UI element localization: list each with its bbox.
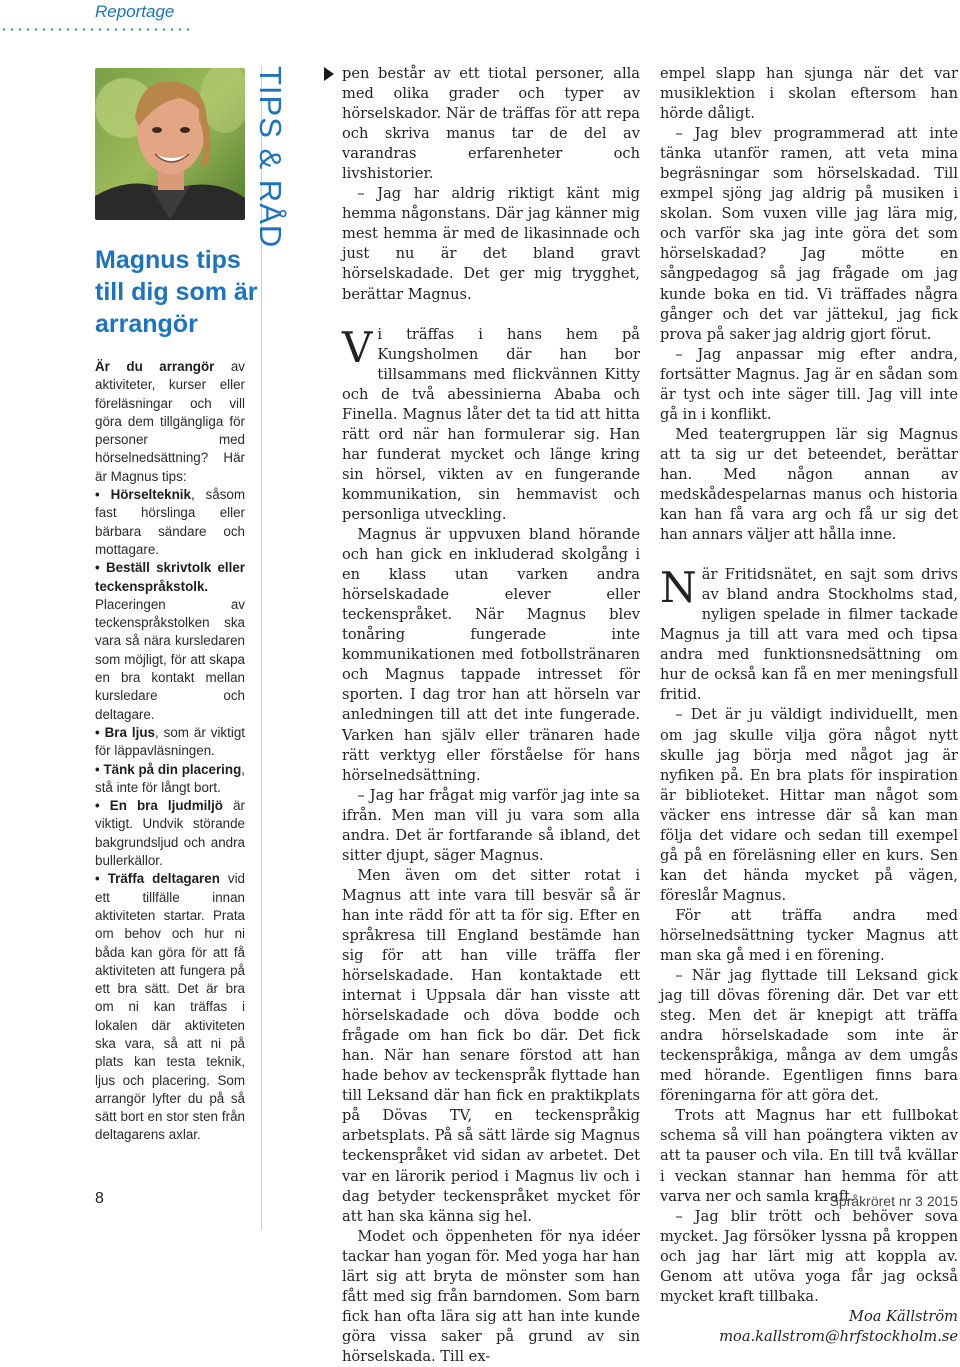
tip-lead: • Hörselteknik [95, 487, 191, 503]
paragraph: – Jag har frågat mig varför jag inte sa ifrån. Men man vill ju vara som alla andra. Det är fortfarande så ibland, det sitter djupt, säger Magnus. [342, 786, 640, 864]
tip-text: Placeringen av teckenspråkstolken ska vara så nära kursledaren som möjligt, för att skapa en bra kontakt mellan kursledare och deltagare. [95, 596, 245, 722]
tips-label: TIPS & RÅD [253, 66, 288, 249]
author-email[interactable]: moa.kallstrom@hrfstockholm.se [719, 1327, 958, 1345]
paragraph: Med teatergruppen lär sig Magnus att ta sig ur det beteendet, berättar han. Med någon annan av medskådespelarnas manus och historia kan han få vara arg och få ur sig det han annars väljer att hålla inne. [660, 425, 958, 544]
intro-lead: Är du arrangör [95, 359, 215, 374]
sidebar-intro [95, 358, 245, 486]
paragraph [342, 322, 640, 525]
magazine-issue: Språkröret nr 3 2015 [829, 1193, 958, 1209]
tip-lead: • Träffa deltagaren [95, 871, 220, 887]
section-label: Reportage [95, 2, 175, 21]
paragraph: empel slapp han sjunga när det var musiklektion i skolan eftersom han hörde dåligt. [660, 65, 958, 123]
tip-lead: • En bra ljudmiljö [95, 798, 223, 814]
portrait-photo [95, 68, 245, 220]
tip-item [95, 486, 245, 559]
paragraph: Men även om det sitter rotat i Magnus att inte vara till besvär så är han inte rädd för att ta för sig. Efter en språkresa till England bestämde han sig för att han ville träffa fler hörselskadade. Han kontaktade ett internat i Uppsala där han visste att hörselskadade och döva bodde och frågade om han fick bo där. Det fick han. När han senare förstod att han hade behov av teckenspråk flyttade han till Leksand där han fick en praktikplats på Dövas TV, en teckenspråkig arbetsplats. På så sätt lärde sig Magnus teckenspråket vid sidan av arbetet. Det var en lärorik period i Magnus liv och i dag betyder teckenspråket mycket för att han ska känna sig hel. [342, 866, 640, 1225]
tip-text: , stå inte för långt bort. [95, 761, 245, 795]
article-column-1 [342, 64, 640, 1367]
paragraph: – Jag blir trött och behöver sova mycket. Jag försöker lyssna på kroppen och jag har lärt mig att koppla av. Genom att utöva yoga får jag också mycket kraft tillbaka. [660, 1207, 958, 1305]
paragraph: – Jag har aldrig riktigt känt mig hemma någonstans. Där jag känner mig mest hemma är med de likasinnade och just nu är det bland gravt hörselskadade. Det ger mig trygghet, berättar Magnus. [342, 185, 640, 303]
tip-item [95, 761, 245, 798]
paragraph-text: i träffas i hans hem på Kungsholmen där han bor tillsammans med flickvännen Kitty och de två abessinierna Ababa och Finella. Magnus låter det ta tid att hitta rätt ord när han formulerar sig. Han har funderat mycket och länge kring sin hörsel, vikten av en fungerande kommunikation, sin hemmavist och personliga utveckling. [342, 325, 640, 523]
article-column-2 [660, 64, 958, 1347]
author-name: Moa Källström [849, 1307, 958, 1325]
paragraph: – Jag anpassar mig efter andra, fortsätter Magnus. Jag är en sådan som är tyst och inte säger till. Jag vill inte gå in i konflikt. [660, 345, 958, 423]
paragraph: Modet och öppenheten för nya idéer tackar han yogan för. Med yoga har han lärt sig att bryta de mönster som han fått med sig från barndomen. Som barn fick han ofta lära sig att han inte kunde göra vissa saker på grund av sin hörselskada. Till ex- [342, 1227, 640, 1365]
paragraph: – Det är ju väldigt individuellt, men om jag skulle vilja göra något nytt skulle jag börja med något jag är nyfiken på. En bra plats för inspiration är biblioteket. Hittar man något som väcker ens intresse där så kan man följa det vidare och sedan till exempel gå på en föreläsning eller en kurs. Sen kan det hända mycket på vägen, föreslår Magnus. [660, 706, 958, 904]
drop-cap: N [660, 563, 697, 613]
tip-lead: • Bra ljus [95, 724, 155, 740]
tip-lead: • Tänk på din placering [95, 761, 242, 777]
tip-item [95, 724, 245, 761]
paragraph: – När jag flyttade till Leksand gick jag till dövas förening där. Det var ett steg. Men det är knepigt att träffa andra hörselskadade som inte är teckenspråkiga, många av dem umgås med hörande. Egentligen finns bara föreningarna för att göra det. [660, 967, 958, 1105]
sidebar-title: Magnus tips till dig som är arrangör [95, 246, 258, 338]
paragraph [660, 565, 958, 705]
sidebar-body [95, 358, 245, 1145]
paragraph: För att träffa andra med hörselnedsättning tycker Magnus att man ska gå med i en förening. [660, 906, 958, 965]
tip-text: är viktigt. Undvik störande bakgrundsljud och andra bullerkällor. [95, 798, 245, 869]
paragraph: pen består av ett tiotal personer, alla med olika grader och typer av hörselskador. När de träffas för att repa och skriva manus tar de del av varandras erfarenheter och livshistorier. [342, 65, 640, 183]
tip-text: , som är viktigt för läppavläsningen. [95, 724, 245, 759]
page-number: 8 [95, 1190, 104, 1207]
continuation-arrow-icon [324, 67, 334, 81]
paragraph: Trots att Magnus har ett fullbokat schema så vill han poängtera vikten av att ta pauser och vila. En till två kvällar i veckan stannar han hemma för att varva ner och samla kraft. [660, 1107, 958, 1205]
tip-text: , såsom fast hörslinga eller bärbara sändare och mottagare. [95, 487, 245, 557]
drop-cap: V [342, 322, 373, 372]
tip-item [95, 797, 245, 870]
tip-item [95, 870, 245, 1144]
tip-text: vid ett tillfälle innan aktiviteten startar. Prata om behov och hur ni båda kan göra för att få aktiviteten att fungera på ett bra sätt. Det är bra om ni kan träffas i lokalen där aktiviteten ska vara, så att ni på plats kan testa teknik, ljus och placering. Som arrangör lyfter du på så sätt bort en stor sten från deltagarens axlar. [95, 871, 245, 1143]
paragraph: – Jag blev programmerad att inte tänka utanför ramen, att veta mina begräsningar som hörselskadad. Till exmpel sjöng jag aldrig på musiken i skolan. Som vuxen ville jag lära mig, och varför ska jag inte göra det som hörselskadad? Jag mötte en sångpedagog så jag frågade om jag kunde boka en tid. Vi träffades några gånger och det var jättekul, jag fick prova på saker jag aldrig gjort förut. [660, 125, 958, 343]
intro-text: av aktiviteter, kurser eller föreläsningar och vill göra dem tillgängliga för personer med hörselnedsättning? Här är Magnus tips: [95, 359, 245, 484]
paragraph: Magnus är uppvuxen bland hörande och han gick en inkluderad skolgång i en klass utan varken andra hörselskadade elever eller teckenspråket. När Magnus blev tonåring fungerade inte kommunikationen med fotbollstränaren och Magnus tappade intresset för sporten. I dag tror han att hörseln var anledningen till att det inte fungerade. Varken han själv eller tränaren hade rätt verktyg eller förståelse för hans hörselnedsättning. [342, 526, 640, 784]
dotted-divider [0, 28, 190, 31]
paragraph-text: är Fritidsnätet, en sajt som drivs av bland andra Stockholms stad, nyligen spelade in filmer tackade Magnus ja till att vara med och tipsa andra med funktionsnedsättning om hur de också kan få en mer meningsfull fritid. [660, 566, 958, 704]
tip-lead: • Beställ skrivtolk eller teckenspråkstolk. [95, 560, 245, 594]
tip-item [95, 559, 245, 724]
